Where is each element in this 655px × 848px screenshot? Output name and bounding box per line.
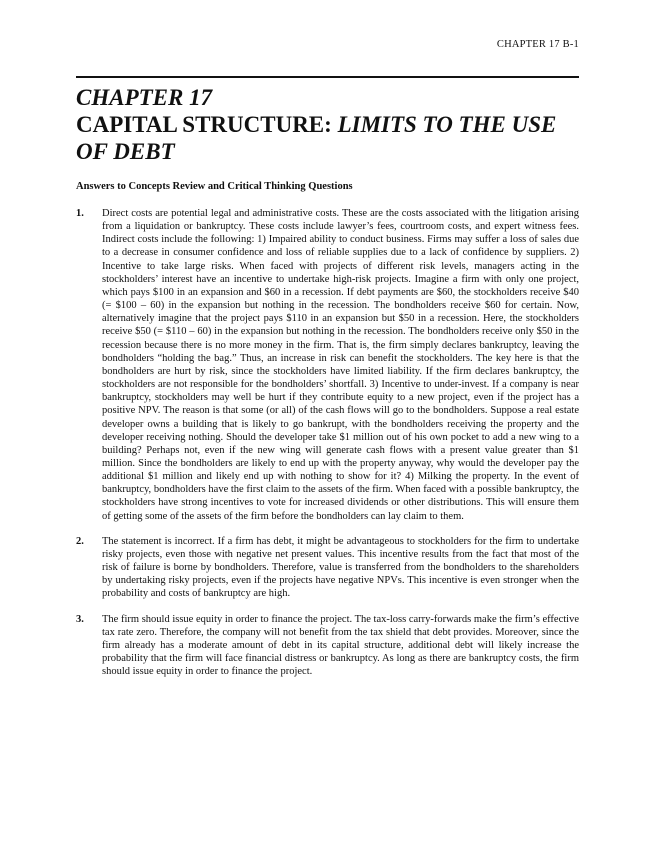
answer-item [76,613,579,679]
chapter-subtitle-plain: CAPITAL STRUCTURE: [76,112,338,137]
answer-item [76,207,579,523]
answer-text: Direct costs are potential legal and administrative costs. These are the costs associated with the litigation arising from a liquidation or bankruptcy. These costs include lawyer’s fees, courtroom costs, and expert witness fees. Indirect costs include the following: 1) Impaired ability to conduct business. Firms may suffer a loss of sales due to a decrease in consumer confidence and loss of reliable supplies due to a lack of confidence by suppliers. 2) Incentive to take large risks. When faced with projects of different risk levels, managers acting in the stockholders’ interest have an incentive to undertake high-risk projects. Imagine a firm with only one project, which pays $100 in an expansion and $60 in a recession. If debt payments are $60, the stockholders receive $40 (= $100 – 60) in the expansion but nothing in the recession. The bondholders receive $60 for certain. Now, alternatively imagine that the project pays $110 in an expansion but $50 in a recession. Here, the stockholders receive $50 (= $110 – 60) in the expansion but nothing in the recession. The bondholders receive only $50 in the recession because there is no more money in the firm. That is, the firm simply declares bankruptcy, leaving the bondholders “holding the bag.” Thus, an increase in risk can benefit the stockholders. The key here is that the bondholders are hurt by risk, since the stockholders have limited liability. If the firm declares bankruptcy, the stockholders are not responsible for the bondholders’ shortfall. 3) Incentive to under-invest. If a company is near bankruptcy, stockholders may well be hurt if they contribute equity to a new project, even if the project has a positive NPV. The reason is that some (or all) of the cash flows will go to the bondholders. Suppose a real estate developer owns a building that is likely to go bankrupt, with the bondholders receiving the property and the developer receiving nothing. Should the developer take $1 million out of his own pocket to add a new wing to a building? Perhaps not, even if the new wing will generate cash flows with a present value greater than $1 million. Since the bondholders are likely to end up with the property anyway, why would the developer pay the additional $1 million and likely end up with nothing to show for it? 4) Milking the property. In the event of bankruptcy, bondholders have the first claim to the assets of the firm. When faced with a possible bankruptcy, the stockholders have strong incentives to vote for increased dividends or other distributions. This will ensure them of getting some of the assets of the firm before the bondholders can lay claim to them. [102,208,579,522]
answer-number: 2. [76,535,84,547]
running-head: CHAPTER 17 B-1 [496,39,579,50]
chapter-subtitle [76,111,586,165]
answer-number: 3. [76,613,84,625]
answer-text: The firm should issue equity in order to finance the project. The tax-loss carry-forwards make the firm’s effective tax rate zero. Therefore, the company will not benefit from the tax shield that debt provides. Moreover, since the firm already has a moderate amount of debt in its capital structure, additional debt will likely increase the probability that the firm will face financial distress or bankruptcy. As long as there are bankruptcy costs, the firm should issue equity in order to finance the project. [102,613,579,678]
answer-number: 1. [76,208,84,219]
answer-text: The statement is incorrect. If a firm has debt, it might be advantageous to stockholders for the firm to undertake risky projects, even those with negative net present values. This incentive results from the fact that most of the risk of failure is borne by bondholders. Therefore, value is transferred from the bondholders to the shareholders by undertaking risky projects, even if the projects have negative NPVs. This incentive is even stronger when the probability and costs of bankruptcy are high. [102,535,579,600]
section-heading: Answers to Concepts Review and Critical Thinking Questions [76,181,353,192]
chapter-number: CHAPTER 17 [76,85,213,110]
answer-item [76,535,579,601]
chapter-title [76,84,586,165]
answers-list [76,207,579,690]
header-rule [76,76,579,78]
chapter-subtitle-italic: LIMITS TO THE USE OF DEBT [76,112,557,164]
